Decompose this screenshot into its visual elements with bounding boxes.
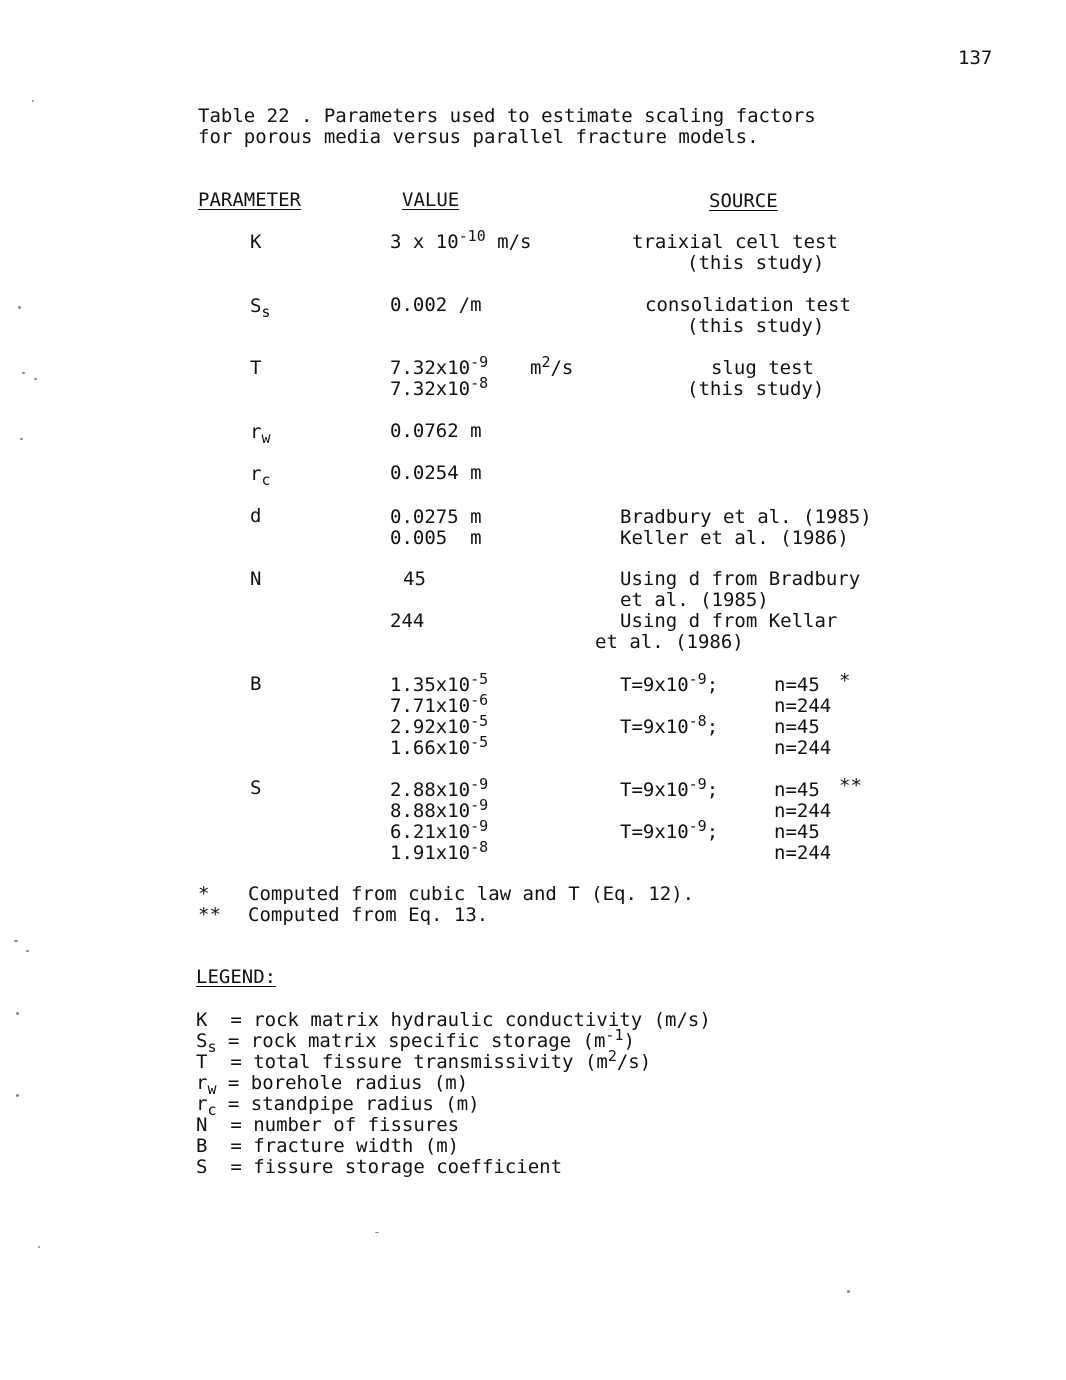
param-rw-value: 0.0762 m: [390, 420, 482, 442]
param-b-n-1: n=45: [774, 674, 820, 696]
param-s-condition-2: $T=9x10^{-9}$;: [620, 817, 719, 843]
param-k-source-1: traixial cell test: [632, 231, 838, 253]
param-s-n-2: n=244: [774, 800, 832, 822]
param-b-footnote-mark: *: [839, 670, 851, 692]
param-t-unit: $m^2/s$: [530, 353, 574, 379]
param-rc-value: 0.0254 m: [390, 462, 482, 484]
header-value: VALUE: [402, 189, 460, 211]
param-t-value-1: $7.32x10^{-9}$: [390, 353, 489, 379]
footnote-2-mark: **: [198, 904, 221, 926]
param-ss-source-2: (this study): [687, 315, 825, 337]
legend-k: K = rock matrix hydraulic conductivity (m/s): [196, 1009, 711, 1031]
param-t-symbol: T: [250, 357, 262, 379]
footnote-1-mark: *: [198, 883, 210, 905]
param-n-value-1: 45: [403, 568, 426, 590]
legend-s: S = fissure storage coefficient: [196, 1156, 563, 1178]
param-b-n-2: n=244: [774, 695, 832, 717]
param-ss-value: 0.002 /m: [390, 294, 482, 316]
footnote-2-text: Computed from Eq. 13.: [248, 904, 489, 926]
table-caption-line-1: Table 22 . Parameters used to estimate scaling factors: [198, 105, 816, 127]
param-n-value-2: 244: [390, 610, 425, 632]
footnote-1-text: Computed from cubic law and T (Eq. 12).: [248, 883, 695, 905]
param-d-symbol: d: [250, 505, 262, 527]
param-d-value-2: 0.005 m: [390, 527, 482, 549]
param-d-value-1: 0.0275 m: [390, 506, 482, 528]
param-d-source-2: Keller et al. (1986): [620, 527, 849, 549]
param-b-n-4: n=244: [774, 737, 832, 759]
param-s-value-3: $6.21x10^{-9}$: [390, 817, 489, 843]
param-n-symbol: N: [250, 568, 262, 590]
param-b-value-1: $1.35x10^{-5}$: [390, 670, 489, 696]
param-s-condition-1: $T=9x10^{-9}$;: [620, 775, 719, 801]
legend-rc: $r_c$ = standpipe radius (m): [196, 1093, 480, 1119]
param-n-source-1: Using d from Bradbury: [620, 568, 861, 590]
param-k-value: 3 x $10^{-10}$ m/s: [390, 227, 532, 253]
param-s-symbol: S: [250, 777, 262, 799]
param-s-value-1: $2.88x10^{-9}$: [390, 775, 489, 801]
param-s-n-1: n=45: [774, 779, 820, 801]
param-b-n-3: n=45: [774, 716, 820, 738]
legend-rw: $r_w$ = borehole radius (m): [196, 1072, 469, 1098]
param-b-condition-1: $T=9x10^{-9}$;: [620, 670, 719, 696]
legend-t: T = total fissure transmissivity $(m^2/s)$: [196, 1047, 652, 1073]
param-b-symbol: B: [250, 673, 262, 695]
legend-ss: $S_s$ = rock matrix specific storage $(m^{-1})$: [196, 1026, 635, 1056]
param-rw-symbol: $r_w$: [250, 421, 271, 447]
param-n-source-2: et al. (1985): [620, 589, 769, 611]
param-t-value-2: $7.32x10^{-8}$: [390, 374, 489, 400]
header-parameter: PARAMETER: [198, 189, 301, 211]
table-caption-line-2: for porous media versus parallel fracture models.: [198, 126, 759, 148]
param-s-value-4: $1.91x10^{-8}$: [390, 838, 489, 864]
legend-n: N = number of fissures: [196, 1114, 460, 1136]
param-rc-symbol: $r_c$: [250, 463, 271, 489]
param-s-footnote-mark: **: [839, 775, 862, 797]
header-source: SOURCE: [709, 190, 778, 212]
legend-title: LEGEND:: [196, 966, 277, 988]
param-t-source-2: (this study): [687, 378, 825, 400]
param-b-value-4: $1.66x10^{-5}$: [390, 733, 489, 759]
param-ss-source-1: consolidation test: [645, 294, 851, 316]
param-s-n-3: n=45: [774, 821, 820, 843]
legend-b: B = fracture width (m): [196, 1135, 460, 1157]
param-n-source-4: et al. (1986): [595, 631, 744, 653]
param-s-value-2: $8.88x10^{-9}$: [390, 796, 489, 822]
param-k-symbol: K: [250, 231, 262, 253]
param-ss-symbol: $S_s$: [250, 295, 271, 321]
page-number: 137: [958, 47, 993, 69]
param-t-source-1: slug test: [711, 357, 814, 379]
param-n-source-3: Using d from Kellar: [620, 610, 838, 632]
param-d-source-1: Bradbury et al. (1985): [620, 506, 872, 528]
param-b-value-2: $7.71x10^{-6}$: [390, 691, 489, 717]
param-b-value-3: $2.92x10^{-5}$: [390, 712, 489, 738]
param-k-source-2: (this study): [687, 252, 825, 274]
param-s-n-4: n=244: [774, 842, 832, 864]
param-b-condition-2: $T=9x10^{-8}$;: [620, 712, 719, 738]
